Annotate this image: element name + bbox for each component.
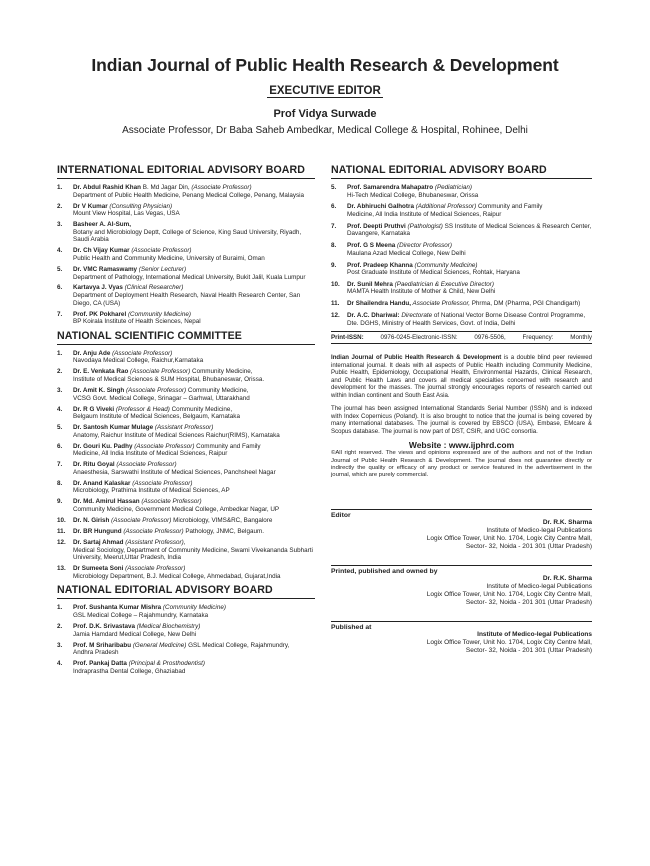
member-role: (Principal & Prosthodentist) [126,660,205,668]
member-list-item [57,203,315,218]
member-name: Prof. G S Meena [347,242,396,250]
member-number: 7. [57,310,63,318]
member-role: (Pathologist) [405,222,443,230]
member-list-item [331,203,592,218]
issn-print: 0976-0245-Electronic-ISSN: [380,334,458,342]
neab-list-left [57,604,315,675]
member-number: 5. [331,184,337,191]
member-list-item [57,604,315,619]
member-affiliation: Botany and Microbiology Deptt, College of Science, King Saud University, Riyadh, Saudi Arabia [73,228,302,244]
member-list-item [57,623,315,638]
member-name: Dr. VMC Ramaswamy [73,265,138,273]
member-affiliation: MAMTA Health Institute of Mother & Child, New Delhi [347,288,496,296]
member-list-item [57,424,315,439]
editor-addr1: Logix Office Tower, Unit No. 1704, Logix City Centre Mall, [426,535,592,543]
member-list-item [57,311,315,326]
member-name: Prof. Samarendra Mahapatro [347,184,434,191]
member-affiliation: Department of Pathology, International Medical University, Bukit Jalil, Kuala Lumpur [73,273,306,281]
about-paragraph [331,354,592,399]
member-list-item [57,498,315,513]
member-role: (Pediatrician) [433,184,472,191]
member-role: (General Medicine) [131,641,187,649]
member-detail: Microbiology, VIMS&RC, Bangalore [171,517,273,525]
member-list-item [57,539,315,562]
member-name: Dr. R G Viveki [73,405,115,413]
member-role: (Associate Professor) [128,368,191,376]
member-role: (Clinical Researcher) [122,284,184,292]
member-list-item [57,565,315,580]
website: Website : www.ijphrd.com [408,440,515,451]
member-list-item [57,184,315,199]
member-affiliation: Navodaya Medical College, Raichur,Karnataka [73,357,204,365]
member-number: 12. [57,539,66,547]
member-list-item [331,312,592,327]
member-affiliation: Microbiology Department, B.J. Medical College, Ahmedabad, Gujarat,India [73,572,281,580]
member-role: (Associate Professor) [110,349,173,357]
member-role-secondary: (Associate Professor) [191,184,252,191]
member-name: Dr. E. Venkata Rao [73,368,129,376]
frequency-label: Frequency: [522,334,554,342]
member-number: 3. [57,221,63,229]
member-list-item [57,642,315,657]
member-name: Dr. A.C. Dhariwal: [347,312,400,320]
printed-addr1: Logix Office Tower, Unit No. 1704, Logix City Centre Mall, [426,591,592,599]
member-detail: Community and Family [476,203,543,211]
member-name: Dr. Sunil Mehra [347,280,393,288]
member-list-item [57,284,315,307]
member-number: 8. [57,479,63,487]
member-detail: GSL Medical College, Rajahmundry, [186,641,290,649]
member-list-item [331,281,592,296]
member-name: Dr. Md. Amirul Hassan [73,498,140,506]
member-number: 7. [331,222,337,230]
member-name: Prof. Sushanta Kumar Mishra [73,604,162,612]
member-detail: Community and Family [194,442,261,450]
member-number: 3. [57,387,63,394]
editor-block [331,509,592,551]
member-number: 5. [57,424,63,432]
member-affiliation: Public Health and Community Medicine, University of Buraimi, Oman [73,254,265,262]
member-name: Dr Shailendra Handu, [347,300,412,308]
member-role: (Associate Professor) [139,498,202,506]
member-role: (Assistant Professor), [123,539,186,547]
member-list-item [57,247,315,262]
member-name: Dr. BR Hungund [73,528,122,536]
member-list-item [57,528,315,536]
journal-title: Indian Journal of Public Health Research & Development [91,55,559,75]
member-number: 2. [57,202,63,210]
member-name: Prof. M Sriharibabu [73,641,132,649]
member-affiliation: Medicine, All India Institute of Medical Sciences, Raipur [347,210,502,218]
member-number: 8. [331,242,337,250]
member-affiliation: Andhra Pradesh [73,649,119,657]
nsc-heading: NATIONAL SCIENTIFIC COMMITTEE [57,330,315,345]
member-number: 5. [57,265,63,273]
member-name: Dr. Amit K. Singh [73,387,125,394]
member-affiliation: Jamia Hamdard Medical College, New Delhi [73,630,197,638]
member-detail: B. Md Jagar Din, [141,184,192,191]
member-affiliation: Institute of Medical Sciences & SUM Hospital, Bhubaneswar, Orissa. [73,376,265,384]
member-number: 10. [57,517,66,525]
member-name: Prof. Pankaj Datta [73,660,127,668]
executive-editor-name: Prof Vidya Surwade [273,108,377,120]
about-text: is a double blind peer reviewed international journal. It deals with all aspects of Public Health including Community Medicine, Public Health, Epidemiology, Occupational Health, Environmental Hazards, Clinical Research, and Public Health Laws and covers all medical specialties concerned with research and development for the masses. The journal strongly encourages reports of research carried out within Indian continent and South East Asia. [331,354,592,399]
member-name: Dr. Anand Kalaskar [73,479,131,487]
nsc-list [57,350,315,581]
member-affiliation: Anatomy, Raichur Institute of Medical Sciences Raichur(RIMS), Karnataka [73,431,280,439]
member-number: 4. [57,660,63,668]
member-list-item [57,443,315,458]
issn-line [331,331,592,344]
neab-heading-left: NATIONAL EDITORIAL ADVISORY BOARD [57,584,315,599]
member-number: 1. [57,349,63,357]
member-name: Dr. Anju Ade [73,349,111,357]
frequency-value: Monthly [570,334,592,342]
member-role: (Professor & Head) [114,405,170,413]
member-number: 2. [57,622,63,630]
member-detail: Community Medicine, [190,368,253,376]
member-affiliation: Department of Public Health Medicine, Penang Medical College, Penang, Malaysia [73,191,305,199]
member-name: Dr. Ch Vijay Kumar [73,247,130,255]
neab-heading-right: NATIONAL EDITORIAL ADVISORY BOARD [331,164,592,179]
member-list-item [331,300,592,308]
member-name: Dr. Gouri Ku. Padhy [73,442,133,450]
member-name: Basheer A. Al-Sum, [73,221,131,229]
member-name: Prof. Pradeep Khanna [347,261,413,269]
member-name: Dr Sumeeta Soni [73,565,124,573]
member-role: (Paediatrician & Executive Director) [392,280,494,288]
printed-label: Printed, published and owned by [331,568,438,576]
intl-board-heading: INTERNATIONAL EDITORIAL ADVISORY BOARD [57,164,315,179]
member-role: (Associate Professor) [109,517,172,525]
member-name: Dr. N. Girish [73,517,110,525]
member-role: (Community Medicine) [126,310,191,318]
member-role: (Assistant Professor) [153,424,214,432]
editor-label: Editor [331,512,351,520]
member-number: 7. [57,461,63,469]
member-list-item [331,184,592,199]
right-column [331,164,592,655]
member-role: Directorate [399,312,433,320]
member-role: (Additional Professor) [413,203,477,211]
member-detail: Phrma, DM (Pharma, PGI Chandigarh) [469,300,581,308]
member-affiliation: VCSG Govt. Medical College, Srinagar – Garhwal, Uttarakhand [73,394,250,402]
member-list-item [57,368,315,383]
member-list-item [57,221,315,244]
printed-addr2: Sector- 32, Noida - 201 301 (Uttar Pradesh) [465,599,592,607]
member-name: Dr V Kumar [73,202,108,210]
left-column [57,164,315,679]
member-name: Kartavya J. Vyas [73,284,123,292]
member-name: Prof. Deepti Pruthvi [347,222,406,230]
editor-addr2: Sector- 32, Noida - 201 301 (Uttar Pradesh) [465,543,592,551]
neab-list-right [331,184,592,327]
member-number: 6. [57,284,63,292]
member-affiliation: Medical Sociology, Department of Community Medicine, Swami Vivekananda Subharti University, Meerut,Uttar Pradesh, India [73,546,313,562]
member-detail: SS Institute of Medical Sciences & Research Center, Davangere, Karnataka [347,222,592,238]
member-number: 1. [57,604,63,612]
member-affiliation: Medicine, All India Institute of Medical Sciences, Raipur [73,450,228,458]
member-role: (Community Medicine) [161,604,226,612]
member-affiliation: Indraprastha Dental College, Ghaziabad [73,667,186,675]
published-addr1: Logix Office Tower, Unit No. 1704, Logix City Centre Mall, [426,639,592,647]
member-affiliation: Post Graduate Institute of Medical Sciences, Rohtak, Haryana [347,269,520,277]
member-number: 10. [331,280,340,288]
member-role: (Consulting Physician) [107,202,173,210]
issn-elec: 0976-5506, [474,334,506,342]
member-affiliation: Department of Deployment Health Research, Naval Health Research Center, San Diego, CA (USA) [73,292,301,307]
printed-block [331,565,592,607]
member-list-item [57,406,315,421]
member-number: 9. [331,261,337,269]
about-journal-name: Indian Journal of Public Health Research & Development [331,354,502,362]
member-number: 6. [57,442,63,450]
member-detail: of National Vector Borne Disease Control Programme, Dte. DGHS, Ministry of Health Services, Govt. of India, Delhi [347,312,586,327]
member-affiliation: Belgaum Institute of Medical Sciences, Belgaum, Karnataka [73,413,240,421]
member-name: Dr. Ritu Goyal [73,461,115,469]
member-list-item [331,262,592,277]
executive-editor-affiliation: Associate Professor, Dr Baba Saheb Ambedkar, Medical College & Hospital, Rohinee, Delhi [122,125,528,136]
member-list-item [57,660,315,675]
member-affiliation: Maulana Azad Medical College, New Delhi [347,249,466,257]
member-name: Prof. D.K. Srivastava [73,622,135,630]
published-block [331,621,592,655]
member-affiliation: Community Medicine, Government Medical College, Ambedkar Nagar, UP [73,506,280,514]
member-number: 4. [57,405,63,413]
issn-label: Print-ISSN: [331,334,364,342]
member-number: 1. [57,184,63,191]
member-number: 11. [57,528,66,536]
member-detail: Community Medicine, [169,405,233,413]
member-role: (Associate Professor) [124,387,187,394]
indexing-paragraph: The journal has been assigned International Standards Serial Number (ISSN) and is indexed with Index Copernicus (Poland). It is also brought to notice that the journal is being covered by many international databases. The journal is covered by EBSCO (USA), Embase, EMcare & Scopus database. The journal is now part of DST, CSIR, and UGC consortia. [331,405,592,435]
member-number: 9. [57,498,63,506]
member-list-item [57,387,315,402]
editor-org: Institute of Medico-legal Publications [486,527,592,535]
member-role: (Community Medicine) [412,261,478,269]
printed-org: Institute of Medico-legal Publications [486,583,592,591]
intl-board-list [57,184,315,326]
member-role: (Medical Biochemistry) [134,622,201,630]
member-list-item [57,350,315,365]
member-affiliation: Anaesthesia, Sarswathi Institute of Medical Sciences, Panchsheel Nagar [73,468,276,476]
published-label: Published at [331,624,372,632]
member-list-item [331,242,592,257]
member-affiliation: Microbiology, Prathima Institute of Medical Sciences, AP [73,487,230,495]
executive-editor-heading-text: EXECUTIVE EDITOR [269,85,381,97]
rights-paragraph: ©All right reserved. The views and opinions expressed are of the authors and not of the Indian Journal of Public Health Research & Development. The journal does not guarantee directly or indirectly the quality or efficacy of any product or service featured in the advertisement in the journal, which are purely commercial. [331,450,592,479]
member-number: 4. [57,247,63,255]
published-org: Institute of Medico-legal Publications [477,631,592,639]
member-list-item [57,461,315,476]
member-affiliation: BP Koirala Institute of Health Sciences, Nepal [73,318,201,326]
member-role: (Associate Professor) [123,565,186,573]
member-role: (Associate Professor) [121,528,184,536]
member-number: 12. [331,312,340,320]
member-number: 3. [57,641,63,649]
member-number: 11. [331,300,340,308]
member-list-item [331,223,592,238]
executive-editor-heading [0,85,650,97]
member-role: (Associate Professor) [114,461,177,469]
member-list-item [57,266,315,281]
member-name: Dr. Abdul Rashid Khan [73,184,141,191]
member-role: (Director Professor) [395,242,452,250]
member-affiliation: Mount View Hospital, Las Vegas, USA [73,210,180,218]
published-addr2: Sector- 32, Noida - 201 301 (Uttar Pradesh) [465,647,592,655]
member-affiliation: GSL Medical College – Rajahmundry, Karnataka [73,611,209,619]
member-role: (Associate Professor) [132,442,195,450]
member-list-item [57,480,315,495]
member-number: 2. [57,368,63,376]
member-number: 6. [331,203,337,211]
member-role: (Senior Lecturer) [137,265,187,273]
member-name: Dr. Sartaj Ahmad [73,539,124,547]
member-detail: Pathology, JNMC, Belgaum. [183,528,264,536]
editor-name: Dr. R.K. Sharma [542,519,592,527]
member-name: Dr. Abhiruchi Galhotra [347,203,414,211]
member-detail: Community Medicine, [186,387,249,394]
member-name: Dr. Santosh Kumar Mulage [73,424,154,432]
member-list-item [57,517,315,525]
member-role: (Associate Professor) [130,479,193,487]
member-name: Prof. PK Pokharel [73,310,127,318]
member-role: Associate Professor, [411,300,470,308]
member-number: 13. [57,565,66,573]
printed-name: Dr. R.K. Sharma [542,575,592,583]
member-affiliation: Hi-Tech Medical College, Bhubaneswar, Orissa [347,191,479,199]
member-role: (Associate Professor) [129,247,192,255]
